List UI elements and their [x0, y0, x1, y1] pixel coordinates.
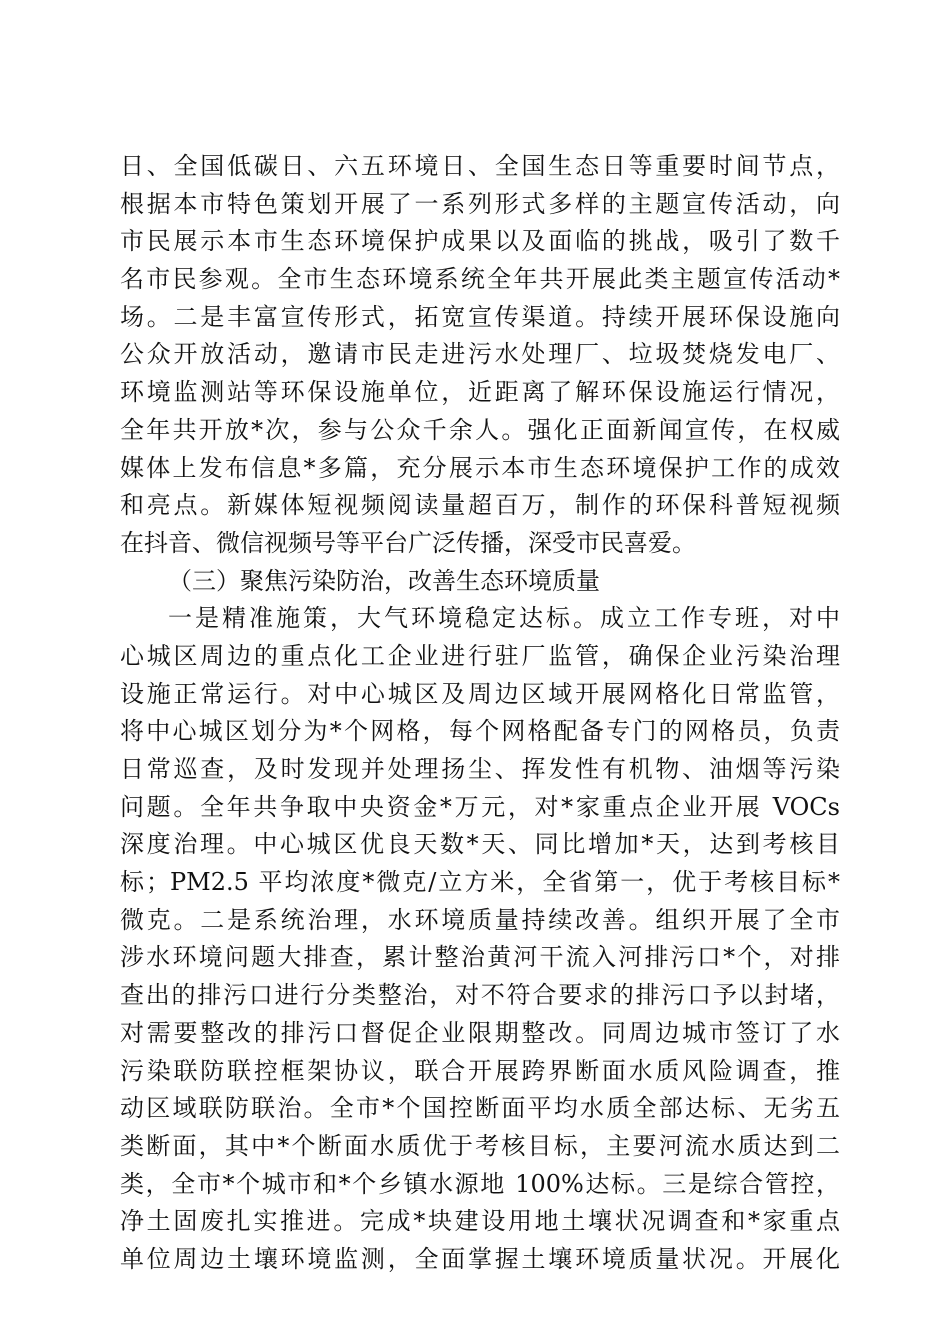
text-line: 市民展示本市生态环境保护成果以及面临的挑战，吸引了数千 [120, 227, 840, 256]
text-line: 类，全市*个城市和*个乡镇水源地 100%达标。三是综合管控， [120, 1169, 840, 1198]
text-line: 心城区周边的重点化工企业进行驻厂监管，确保企业污染治理 [120, 641, 840, 670]
text-line: 净土固废扎实推进。完成*块建设用地土壤状况调查和*家重点 [120, 1207, 840, 1236]
text-line: 查出的排污口进行分类整治，对不符合要求的排污口予以封堵， [120, 981, 840, 1010]
text-line: 深度治理。中心城区优良天数*天、同比增加*天，达到考核目 [120, 830, 840, 859]
text-line: 在抖音、微信视频号等平台广泛传播，深受市民喜爱。 [120, 528, 696, 557]
document-body [120, 148, 840, 1279]
text-line: 动区域联防联治。全市*个国控断面平均水质全部达标、无劣五 [120, 1094, 840, 1123]
text-line: 名市民参观。全市生态环境系统全年共开展此类主题宣传活动* [120, 265, 840, 294]
text-line: 设施正常运行。对中心城区及周边区域开展网格化日常监管， [120, 679, 840, 708]
text-line: 和亮点。新媒体短视频阅读量超百万，制作的环保科普短视频 [120, 491, 840, 520]
text-line: 环境监测站等环保设施单位，近距离了解环保设施运行情况， [120, 378, 840, 407]
text-line: 媒体上发布信息*多篇，充分展示本市生态环境保护工作的成效 [120, 453, 840, 482]
text-line: 一是精准施策，大气环境稳定达标。成立工作专班，对中 [168, 604, 840, 633]
text-line: 标；PM2.5 平均浓度*微克/立方米，全省第一，优于考核目标* [120, 868, 840, 897]
text-line: 对需要整改的排污口督促企业限期整改。同周边城市签订了水 [120, 1018, 840, 1047]
text-line: 问题。全年共争取中央资金*万元，对*家重点企业开展 VOCs [120, 792, 840, 821]
text-line: 日常巡查，及时发现并处理扬尘、挥发性有机物、油烟等污染 [120, 755, 840, 783]
text-line: 日、全国低碳日、六五环境日、全国生态日等重要时间节点， [120, 152, 840, 180]
text-line: 涉水环境问题大排查，累计整治黄河干流入河排污口*个，对排 [120, 943, 840, 972]
text-line: 公众开放活动，邀请市民走进污水处理厂、垃圾焚烧发电厂、 [120, 340, 840, 369]
text-line: 根据本市特色策划开展了一系列形式多样的主题宣传活动，向 [120, 189, 840, 218]
text-line: 单位周边土壤环境监测，全面掌握土壤环境质量状况。开展化 [120, 1244, 840, 1273]
text-line: 污染联防联控框架协议，联合开展跨界断面水质风险调查，推 [120, 1056, 840, 1085]
text-line: 全年共开放*次，参与公众千余人。强化正面新闻宣传，在权威 [120, 415, 840, 444]
text-line: 类断面，其中*个断面水质优于考核目标，主要河流水质达到二 [120, 1131, 840, 1160]
text-line: 场。二是丰富宣传形式，拓宽宣传渠道。持续开展环保设施向 [120, 302, 840, 331]
paragraph-publicity [120, 148, 840, 563]
section-heading: （三）聚焦污染防治，改善生态环境质量 [168, 566, 600, 595]
text-line: 将中心城区划分为*个网格，每个网格配备专门的网格员，负责 [120, 717, 840, 746]
paragraph-pollution-control [120, 600, 840, 1278]
text-line: 微克。二是系统治理，水环境质量持续改善。组织开展了全市 [120, 905, 840, 934]
